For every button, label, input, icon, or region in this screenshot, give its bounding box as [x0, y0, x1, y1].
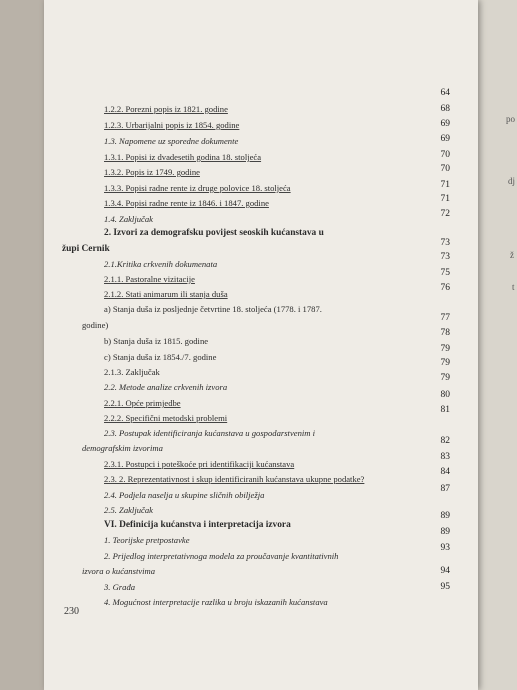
toc-entry: c) Stanja duša iz 1854./7. godine — [104, 352, 217, 362]
toc-entry: VI. Definicija kućanstva i interpretacija izvora — [104, 520, 291, 530]
toc-entry: 1.2.3. Urbarijalni popis iz 1854. godine — [104, 120, 240, 130]
toc-entry: 1.3. Napomene uz sporedne dokumente — [104, 136, 239, 146]
toc-page-number: 72 — [440, 209, 450, 219]
toc-entry: 2.2.2. Specifični metodski problemi — [104, 413, 228, 423]
toc-page-number: 79 — [440, 358, 450, 368]
toc-page-number: 68 — [440, 104, 450, 114]
toc-page-number: 73 — [440, 238, 450, 248]
toc-page-number: 71 — [440, 194, 450, 204]
toc-entry: demografskim izvorima — [82, 443, 163, 453]
toc-entry: 1.3.3. Popisi radne rente iz druge polovice 18. stoljeća — [104, 183, 291, 193]
toc-entry: izvora o kućanstvima — [82, 566, 156, 576]
toc-page-number: 95 — [440, 582, 450, 592]
toc-entry: 2.3. Postupak identificiranja kućanstava u gospodarstvenim i — [104, 428, 316, 438]
toc-entry: 1. Teorijske pretpostavke — [104, 535, 190, 545]
book-page — [44, 0, 478, 690]
toc-page-number: 70 — [440, 150, 450, 160]
adjacent-text-2: dj — [508, 176, 516, 186]
adjacent-text-4: t — [512, 282, 515, 292]
toc-entry: 1.2.2. Porezni popis iz 1821. godine — [104, 104, 228, 114]
toc-entry: 4. Mogućnost interpretacije razlika u broju iskazanih kućanstava — [104, 597, 328, 607]
toc-page-number: 76 — [440, 283, 450, 293]
toc-entry: 2.1.2. Stati animarum ili stanja duša — [104, 289, 228, 299]
toc-page-number: 94 — [440, 566, 450, 576]
toc-entry: 2. Izvori za demografsku povijest seoskih kućanstava u — [104, 228, 324, 238]
adjacent-text-1: po — [506, 114, 515, 124]
toc-page-number: 79 — [440, 344, 450, 354]
toc-page-number: 84 — [440, 467, 450, 477]
toc-entry: 2.4. Podjela naselja u skupine sličnih obilježja — [104, 490, 265, 500]
toc-entry: 2.2. Metode analize crkvenih izvora — [104, 382, 228, 392]
toc-page-number: 89 — [440, 527, 450, 537]
toc-entry: godine) — [82, 320, 109, 330]
toc-entry: b) Stanja duša iz 1815. godine — [104, 336, 209, 346]
toc-page-number: 81 — [440, 405, 450, 415]
toc-page-number: 80 — [440, 390, 450, 400]
toc-page-number: 73 — [440, 252, 450, 262]
toc-entry: 2.1.Kritika crkvenih dokumenata — [104, 259, 218, 269]
toc-entry: 2.3.1. Postupci i poteškoće pri identifikaciji kućanstava — [104, 459, 295, 469]
toc-page-number: 69 — [440, 119, 450, 129]
toc-page-number: 79 — [440, 373, 450, 383]
toc-page-number: 69 — [440, 134, 450, 144]
toc-entry: 1.3.2. Popis iz 1749. godine — [104, 167, 200, 177]
toc-page-number: 70 — [440, 164, 450, 174]
toc-entry: 2.3. 2. Reprezentativnost i skup identificiranih kućanstava ukupne podatke? — [104, 474, 365, 484]
toc-page-number: 82 — [440, 436, 450, 446]
toc-page-number: 78 — [440, 328, 450, 338]
toc-page-number: 71 — [440, 180, 450, 190]
toc-entry: 1.3.1. Popisi iz dvadesetih godina 18. stoljeća — [104, 152, 262, 162]
toc-entry: 2.5. Zaključak — [104, 505, 153, 515]
toc-page-number: 87 — [440, 484, 450, 494]
toc-page-number: 64 — [440, 88, 450, 98]
toc-entry: 1.4. Zaključak — [104, 214, 153, 224]
toc-entry: župi Cernik — [62, 244, 110, 254]
toc-entry: 2.1.1. Pastoralne vizitacije — [104, 274, 195, 284]
toc-entry: 2.1.3. Zaključak — [104, 367, 160, 377]
toc-page-number: 77 — [440, 313, 450, 323]
toc-page-number: 93 — [440, 543, 450, 553]
page-number: 230 — [64, 606, 79, 617]
toc-page-number: 83 — [440, 452, 450, 462]
toc-entry: 2. Prijedlog interpretativnoga modela za proučavanje kvantitativnih — [104, 551, 339, 561]
toc-entry: 2.2.1. Opće primjedbe — [104, 398, 181, 408]
toc-entry: 1.3.4. Popisi radne rente iz 1846. i 1847. godine — [104, 198, 269, 208]
toc-page-number: 89 — [440, 511, 450, 521]
toc-entry: 3. Građa — [104, 582, 136, 592]
toc-page-number: 75 — [440, 268, 450, 278]
adjacent-text-3: ž — [510, 250, 514, 260]
toc-entry: a) Stanja duša iz posljednje četvrtine 18. stoljeća (1778. i 1787. — [104, 304, 322, 314]
